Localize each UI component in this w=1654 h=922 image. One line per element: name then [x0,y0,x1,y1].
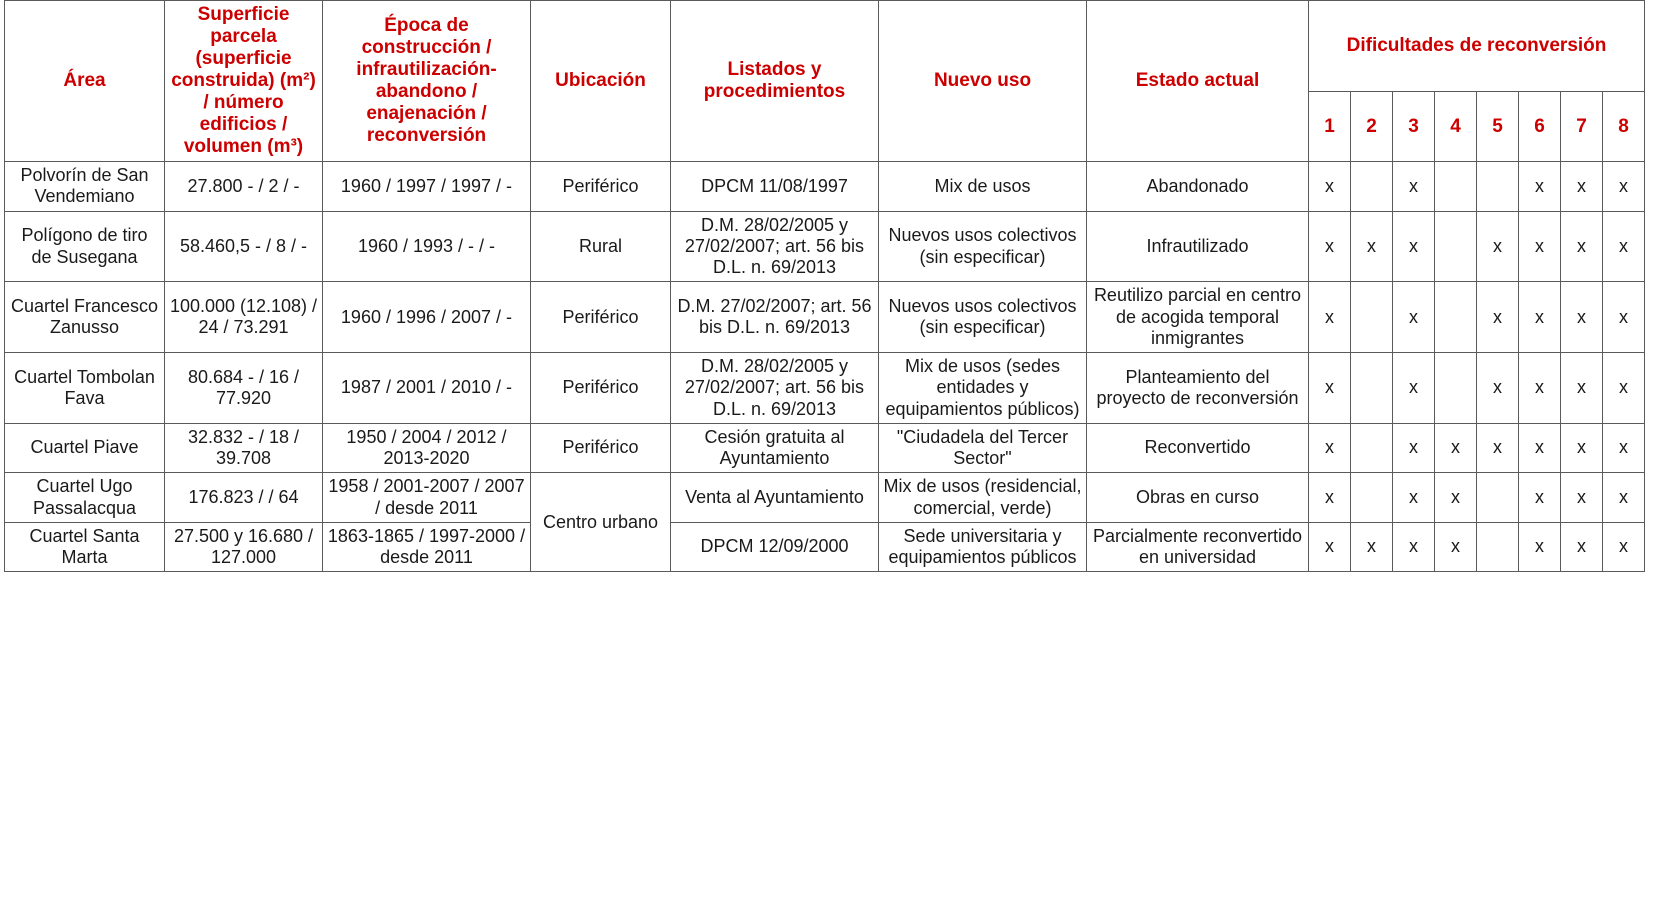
cell-epoca: 1950 / 2004 / 2012 / 2013-2020 [323,423,531,472]
table-row [5,522,1645,571]
cell-dificultad-3: x [1393,522,1435,571]
cell-dificultad-2 [1351,282,1393,353]
cell-dificultad-4 [1435,282,1477,353]
cell-listados: D.M. 28/02/2005 y 27/02/2007; art. 56 bis D.L. n. 69/2013 [671,353,879,424]
cell-dificultad-6: x [1519,282,1561,353]
cell-listados: DPCM 12/09/2000 [671,522,879,571]
column-header-dificultad-8: 8 [1603,92,1645,162]
cell-dificultad-4 [1435,211,1477,282]
cell-ubicacion: Rural [531,211,671,282]
cell-nuevo-uso: Mix de usos (sedes entidades y equipamientos públicos) [879,353,1087,424]
column-header-nuevo-uso: Nuevo uso [879,1,1087,162]
column-header-dificultad-3: 3 [1393,92,1435,162]
cell-dificultad-7: x [1561,522,1603,571]
cell-nuevo-uso: Mix de usos (residencial, comercial, verde) [879,473,1087,522]
cell-dificultad-5 [1477,473,1519,522]
cell-surface: 27.500 y 16.680 / 127.000 [165,522,323,571]
cell-dificultad-6: x [1519,423,1561,472]
cell-dificultad-5: x [1477,211,1519,282]
cell-dificultad-3: x [1393,423,1435,472]
cell-dificultad-6: x [1519,162,1561,211]
column-header-dificultad-6: 6 [1519,92,1561,162]
cell-ubicacion: Periférico [531,282,671,353]
table-row [5,211,1645,282]
cell-dificultad-8: x [1603,473,1645,522]
cell-dificultad-2: x [1351,211,1393,282]
cell-surface: 32.832 - / 18 / 39.708 [165,423,323,472]
table-row [5,162,1645,211]
column-header-dificultad-4: 4 [1435,92,1477,162]
cell-dificultad-7: x [1561,423,1603,472]
cell-ubicacion: Periférico [531,162,671,211]
column-header-dificultad-1: 1 [1309,92,1351,162]
cell-dificultad-5: x [1477,282,1519,353]
column-header-area: Área [5,1,165,162]
cell-dificultad-8: x [1603,211,1645,282]
cell-epoca: 1960 / 1993 / - / - [323,211,531,282]
column-header-estado-actual: Estado actual [1087,1,1309,162]
column-header-listados: Listados y procedimientos [671,1,879,162]
table-header [5,1,1645,162]
cell-dificultad-2: x [1351,522,1393,571]
table-row [5,473,1645,522]
cell-surface: 176.823 / / 64 [165,473,323,522]
cell-dificultad-4: x [1435,522,1477,571]
column-header-dificultad-5: 5 [1477,92,1519,162]
cell-dificultad-3: x [1393,353,1435,424]
cell-dificultad-4 [1435,353,1477,424]
cell-dificultad-1: x [1309,211,1351,282]
cell-dificultad-1: x [1309,473,1351,522]
cell-area: Polígono de tiro de Susegana [5,211,165,282]
table-row [5,423,1645,472]
cell-dificultad-7: x [1561,353,1603,424]
cell-dificultad-6: x [1519,473,1561,522]
cell-dificultad-6: x [1519,353,1561,424]
table-row [5,282,1645,353]
cell-dificultad-1: x [1309,522,1351,571]
cell-dificultad-2 [1351,473,1393,522]
cell-dificultad-8: x [1603,522,1645,571]
cell-surface: 58.460,5 - / 8 / - [165,211,323,282]
column-header-epoca: Época de construcción / infrautilización-abandono / enajenación / reconversión [323,1,531,162]
cell-dificultad-1: x [1309,162,1351,211]
cell-dificultad-1: x [1309,423,1351,472]
cell-listados: Cesión gratuita al Ayuntamiento [671,423,879,472]
cell-dificultad-3: x [1393,211,1435,282]
cell-area: Cuartel Piave [5,423,165,472]
cell-epoca: 1863-1865 / 1997-2000 / desde 2011 [323,522,531,571]
reconversion-table [4,0,1645,572]
cell-area: Cuartel Francesco Zanusso [5,282,165,353]
cell-dificultad-8: x [1603,353,1645,424]
cell-estado-actual: Planteamiento del proyecto de reconversión [1087,353,1309,424]
cell-estado-actual: Infrautilizado [1087,211,1309,282]
cell-dificultad-8: x [1603,162,1645,211]
cell-dificultad-8: x [1603,423,1645,472]
column-header-dificultades: Dificultades de reconversión [1309,1,1645,92]
cell-dificultad-3: x [1393,162,1435,211]
cell-dificultad-6: x [1519,211,1561,282]
cell-area: Cuartel Tombolan Fava [5,353,165,424]
cell-nuevo-uso: Mix de usos [879,162,1087,211]
cell-estado-actual: Obras en curso [1087,473,1309,522]
cell-dificultad-1: x [1309,282,1351,353]
cell-dificultad-3: x [1393,473,1435,522]
cell-ubicacion: Periférico [531,423,671,472]
cell-epoca: 1960 / 1997 / 1997 / - [323,162,531,211]
cell-listados: DPCM 11/08/1997 [671,162,879,211]
table-row [5,353,1645,424]
cell-dificultad-6: x [1519,522,1561,571]
cell-area: Polvorín de San Vendemiano [5,162,165,211]
cell-surface: 27.800 - / 2 / - [165,162,323,211]
cell-dificultad-2 [1351,162,1393,211]
cell-dificultad-2 [1351,353,1393,424]
cell-surface: 80.684 - / 16 / 77.920 [165,353,323,424]
cell-dificultad-4 [1435,162,1477,211]
cell-dificultad-7: x [1561,211,1603,282]
cell-dificultad-5 [1477,522,1519,571]
column-header-surface: Superficie parcela (superficie construida) (m²) / número edificios / volumen (m³) [165,1,323,162]
cell-dificultad-7: x [1561,282,1603,353]
table-body [5,162,1645,572]
cell-dificultad-4: x [1435,473,1477,522]
cell-dificultad-5: x [1477,353,1519,424]
cell-listados: Venta al Ayuntamiento [671,473,879,522]
cell-epoca: 1958 / 2001-2007 / 2007 / desde 2011 [323,473,531,522]
cell-ubicacion: Periférico [531,353,671,424]
cell-dificultad-8: x [1603,282,1645,353]
header-row-top [5,1,1645,92]
cell-dificultad-4: x [1435,423,1477,472]
cell-estado-actual: Parcialmente reconvertido en universidad [1087,522,1309,571]
column-header-dificultad-7: 7 [1561,92,1603,162]
cell-area: Cuartel Ugo Passalacqua [5,473,165,522]
cell-estado-actual: Abandonado [1087,162,1309,211]
cell-dificultad-1: x [1309,353,1351,424]
cell-nuevo-uso: Nuevos usos colectivos (sin especificar) [879,282,1087,353]
cell-dificultad-3: x [1393,282,1435,353]
cell-dificultad-7: x [1561,162,1603,211]
cell-surface: 100.000 (12.108) / 24 / 73.291 [165,282,323,353]
cell-listados: D.M. 27/02/2007; art. 56 bis D.L. n. 69/2013 [671,282,879,353]
cell-dificultad-5 [1477,162,1519,211]
cell-dificultad-5: x [1477,423,1519,472]
cell-epoca: 1960 / 1996 / 2007 / - [323,282,531,353]
cell-nuevo-uso: Nuevos usos colectivos (sin especificar) [879,211,1087,282]
cell-listados: D.M. 28/02/2005 y 27/02/2007; art. 56 bis D.L. n. 69/2013 [671,211,879,282]
cell-area: Cuartel Santa Marta [5,522,165,571]
cell-dificultad-7: x [1561,473,1603,522]
cell-nuevo-uso: "Ciudadela del Tercer Sector" [879,423,1087,472]
cell-nuevo-uso: Sede universitaria y equipamientos públicos [879,522,1087,571]
cell-estado-actual: Reutilizo parcial en centro de acogida temporal inmigrantes [1087,282,1309,353]
cell-estado-actual: Reconvertido [1087,423,1309,472]
column-header-dificultad-2: 2 [1351,92,1393,162]
cell-epoca: 1987 / 2001 / 2010 / - [323,353,531,424]
column-header-ubicacion: Ubicación [531,1,671,162]
cell-ubicacion: Centro urbano [531,473,671,572]
cell-dificultad-2 [1351,423,1393,472]
